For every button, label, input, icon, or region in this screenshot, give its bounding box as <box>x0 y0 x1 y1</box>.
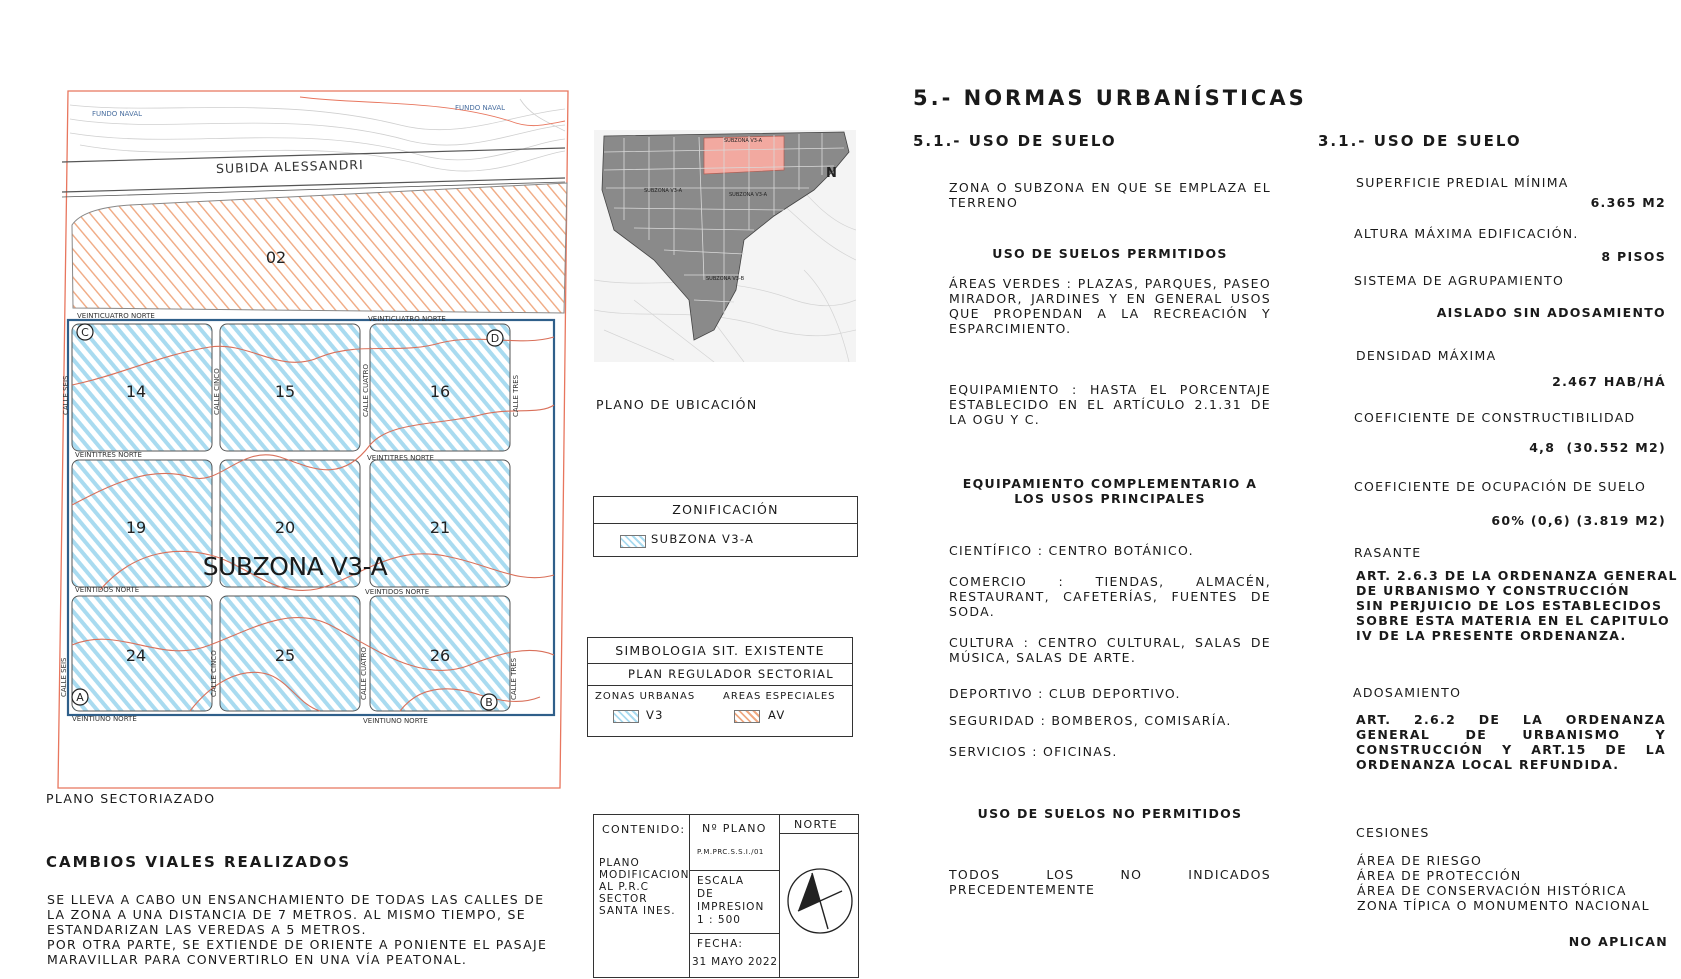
street-subida-alessandri: SUBIDA ALESSANDRI <box>215 156 364 177</box>
subzona-label: SUBZONA V3-A <box>202 552 388 581</box>
block-24-label: 24 <box>125 646 147 665</box>
location-label-top: SUBZONA V3-A <box>724 138 763 144</box>
cambios-line: ESTANDARIZAN LAS VEREDAS A 5 METROS. <box>47 922 367 937</box>
contenido-line: AL P.R.C <box>599 881 649 893</box>
superficie-value: 6.365 M2 <box>1590 195 1666 210</box>
escala-line: DE <box>697 888 714 900</box>
simbologia-box <box>587 637 853 737</box>
block-21-label: 21 <box>429 518 451 537</box>
plano-sectoriazado-caption: PLANO SECTORIAZADO <box>46 791 216 806</box>
densidad-value: 2.467 HAB/HÁ <box>1552 374 1666 389</box>
no-permitidos-text: TODOS LOS NO INDICADOS PRECEDENTEMENTE <box>949 867 1271 897</box>
street-calle-cuatro-top: CALLE CUATRO <box>362 363 370 417</box>
cambios-body <box>47 892 562 967</box>
col1-heading: 5.1.- USO DE SUELO <box>913 132 1117 150</box>
simbologia-subtitle: PLAN REGULADOR SECTORIAL <box>628 667 834 681</box>
cesiones-item: ÁREA DE PROTECCIÓN <box>1357 868 1522 883</box>
street-veintitres-left: VEINTITRES NORTE <box>75 451 142 459</box>
block-15-label: 15 <box>274 382 296 401</box>
escala-value <box>697 875 764 927</box>
north-arrow-icon <box>786 867 854 935</box>
cesiones-item: ÁREA DE CONSERVACIÓN HISTÓRICA <box>1357 883 1627 898</box>
deportivo-text: DEPORTIVO : CLUB DEPORTIVO. <box>949 686 1181 701</box>
plano-ubicacion-caption: PLANO DE UBICACIÓN <box>596 397 758 412</box>
rasante-line: SIN PERJUICIO DE LOS ESTABLECIDOS <box>1356 598 1663 613</box>
street-veintidos-right: VEINTIDOS NORTE <box>365 588 430 596</box>
contenido-line: SECTOR <box>599 893 648 905</box>
adosamiento-label: ADOSAMIENTO <box>1353 685 1462 700</box>
cesiones-list <box>1357 853 1672 913</box>
densidad-label: DENSIDAD MÁXIMA <box>1356 348 1497 363</box>
constructibilidad-label: COEFICIENTE DE CONSTRUCTIBILIDAD <box>1354 410 1636 425</box>
norte-label: NORTE <box>794 818 838 831</box>
sistema-value: AISLADO SIN ADOSAMIENTO <box>1436 305 1666 320</box>
block-20-label: 20 <box>274 518 296 537</box>
street-calle-seis-top: CALLE SEIS <box>62 375 70 415</box>
street-calle-cinco-bottom: CALLE CINCO <box>210 650 218 697</box>
cambios-line: MARAVILLAR PARA CONVERTIRLO EN UNA VÍA PEATONAL. <box>47 952 468 967</box>
ocupacion-label: COEFICIENTE DE OCUPACIÓN DE SUELO <box>1354 479 1647 494</box>
contenido-value <box>599 857 690 917</box>
contenido-line: MODIFICACION <box>599 869 690 881</box>
street-calle-seis-bottom: CALLE SEIS <box>60 657 68 697</box>
permitidos-title: USO DE SUELOS PERMITIDOS <box>992 246 1228 261</box>
altura-value: 8 PISOS <box>1601 249 1666 264</box>
comercio-text: COMERCIO : TIENDAS, ALMACÉN, RESTAURANT, CAFETERÍAS, FUENTES DE SODA. <box>949 574 1271 619</box>
constructibilidad-value: 4,8 (30.552 M2) <box>1529 440 1666 455</box>
rasante-line: ART. 2.6.3 DE LA ORDENANZA GENERAL <box>1356 568 1678 583</box>
cambios-line: POR OTRA PARTE, SE EXTIENDE DE ORIENTE A PONIENTE EL PASAJE <box>47 937 548 952</box>
block-19-label: 19 <box>125 518 147 537</box>
subzona-swatch <box>620 535 646 548</box>
block-25-label: 25 <box>274 646 296 665</box>
block-26-label: 26 <box>429 646 451 665</box>
cambios-line: SE LLEVA A CABO UN ENSANCHAMIENTO DE TODAS LAS CALLES DE <box>47 892 545 907</box>
v3-swatch <box>613 710 639 723</box>
simbologia-col1: ZONAS URBANAS <box>595 691 696 702</box>
escala-line: IMPRESION <box>697 901 765 913</box>
zonificacion-item: SUBZONA V3-A <box>651 532 755 546</box>
escala-line: ESCALA <box>697 875 745 887</box>
corner-b-label: B <box>485 696 493 709</box>
cambios-title: CAMBIOS VIALES REALIZADOS <box>46 853 351 871</box>
simbologia-item1: V3 <box>646 708 664 722</box>
location-map <box>594 130 856 362</box>
col2-heading: 3.1.- USO DE SUELO <box>1318 132 1522 150</box>
block-02-label: 02 <box>265 248 287 267</box>
equipamiento-text: EQUIPAMIENTO : HASTA EL PORCENTAJE ESTABLECIDO EN EL ARTÍCULO 2.1.31 DE LA OGU Y C. <box>949 382 1271 427</box>
sistema-label: SISTEMA DE AGRUPAMIENTO <box>1354 273 1565 288</box>
title-block <box>593 814 859 978</box>
block-02-av-zone <box>72 183 567 313</box>
cesiones-label: CESIONES <box>1356 825 1430 840</box>
complementario-title: EQUIPAMIENTO COMPLEMENTARIO A LOS USOS PRINCIPALES <box>962 476 1258 506</box>
adosamiento-text: ART. 2.6.2 DE LA ORDENANZA GENERAL DE URBANISMO Y CONSTRUCCIÓN Y ART.15 DE LA ORDENANZA LOCAL REFUNDIDA. <box>1356 712 1666 772</box>
cesiones-item: ZONA TÍPICA O MONUMENTO NACIONAL <box>1357 898 1650 913</box>
zonificacion-title: ZONIFICACIÓN <box>672 502 779 517</box>
zona-text: ZONA O SUBZONA EN QUE SE EMPLAZA EL TERRENO <box>949 180 1271 210</box>
fecha-label: FECHA: <box>697 938 744 950</box>
simbologia-col2: AREAS ESPECIALES <box>723 691 836 702</box>
cultura-text: CULTURA : CENTRO CULTURAL, SALAS DE MÚSICA, SALAS DE ARTE. <box>949 635 1271 665</box>
rasante-line: DE URBANISMO Y CONSTRUCCIÓN <box>1356 583 1630 598</box>
location-label-mid: SUBZONA V3-A <box>729 192 768 198</box>
rasante-line: SOBRE ESTA MATERIA EN EL CAPITULO <box>1356 613 1670 628</box>
cambios-line: LA ZONA A UNA DISTANCIA DE 7 METROS. AL MISMO TIEMPO, SE <box>47 907 526 922</box>
no-permitidos-title: USO DE SUELOS NO PERMITIDOS <box>977 806 1243 821</box>
street-veintidos-left: VEINTIDOS NORTE <box>75 586 140 594</box>
seguridad-text: SEGURIDAD : BOMBEROS, COMISARÍA. <box>949 713 1232 728</box>
street-calle-tres-top: CALLE TRES <box>512 374 520 417</box>
cesiones-item: ÁREA DE RIESGO <box>1357 853 1483 868</box>
corner-c-label: C <box>81 326 89 339</box>
street-veintitres-right: VEINTITRES NORTE <box>367 454 434 462</box>
location-label-bottom: SUBZONA V3-B <box>706 276 745 282</box>
nplano-label: Nº PLANO <box>702 822 767 835</box>
fecha-value: 31 MAYO 2022 <box>692 956 778 968</box>
servicios-text: SERVICIOS : OFICINAS. <box>949 744 1118 759</box>
fundo-naval-right-label: FUNDO NAVAL <box>454 104 506 112</box>
simbologia-item2: AV <box>768 708 786 722</box>
rasante-text <box>1356 568 1678 643</box>
simbologia-title: SIMBOLOGIA SIT. EXISTENTE <box>615 643 825 658</box>
location-north-label: N <box>826 166 837 181</box>
corner-a-label: A <box>76 691 84 704</box>
street-calle-cuatro-bottom: CALLE CUATRO <box>360 646 368 700</box>
zonificacion-box <box>593 496 858 557</box>
fundo-naval-left-label: FUNDO NAVAL <box>91 110 143 118</box>
street-veinticuatro-right: VEINTICUATRO NORTE <box>368 315 446 323</box>
contenido-label: CONTENIDO: <box>602 823 686 836</box>
street-veintiuno-left: VEINTIUNO NORTE <box>72 715 137 723</box>
contenido-line: PLANO <box>599 857 640 869</box>
nplano-value: P.M.PRC.S.S.I./01 <box>697 848 764 856</box>
rasante-label: RASANTE <box>1354 545 1422 560</box>
av-swatch <box>734 710 760 723</box>
street-veinticuatro-left: VEINTICUATRO NORTE <box>77 312 155 320</box>
ocupacion-value: 60% (0,6) (3.819 M2) <box>1491 513 1666 528</box>
escala-line: 1 : 500 <box>697 914 741 926</box>
corner-d-label: D <box>490 332 500 345</box>
sector-plan <box>40 85 580 790</box>
street-calle-cinco-top: CALLE CINCO <box>213 368 221 415</box>
street-veintiuno-right: VEINTIUNO NORTE <box>363 717 428 725</box>
block-16-label: 16 <box>429 382 451 401</box>
block-14-label: 14 <box>125 382 147 401</box>
areas-verdes-text: ÁREAS VERDES : PLAZAS, PARQUES, PASEO MIRADOR, JARDINES Y EN GENERAL USOS QUE PROPENDAN A LA RECREACIÓN Y ESPARCIMIENTO. <box>949 276 1271 336</box>
normas-title: 5.- NORMAS URBANÍSTICAS <box>913 86 1307 110</box>
superficie-label: SUPERFICIE PREDIAL MÍNIMA <box>1356 175 1569 190</box>
street-calle-tres-bottom: CALLE TRES <box>510 657 518 700</box>
location-label-left: SUBZONA V3-A <box>644 188 683 194</box>
cesiones-value: NO APLICAN <box>1568 934 1668 949</box>
cientifico-text: CIENTÍFICO : CENTRO BOTÁNICO. <box>949 543 1194 558</box>
rasante-line: IV DE LA PRESENTE ORDENANZA. <box>1356 628 1627 643</box>
contenido-line: SANTA INES. <box>599 905 676 917</box>
altura-label: ALTURA MÁXIMA EDIFICACIÓN. <box>1354 226 1579 241</box>
